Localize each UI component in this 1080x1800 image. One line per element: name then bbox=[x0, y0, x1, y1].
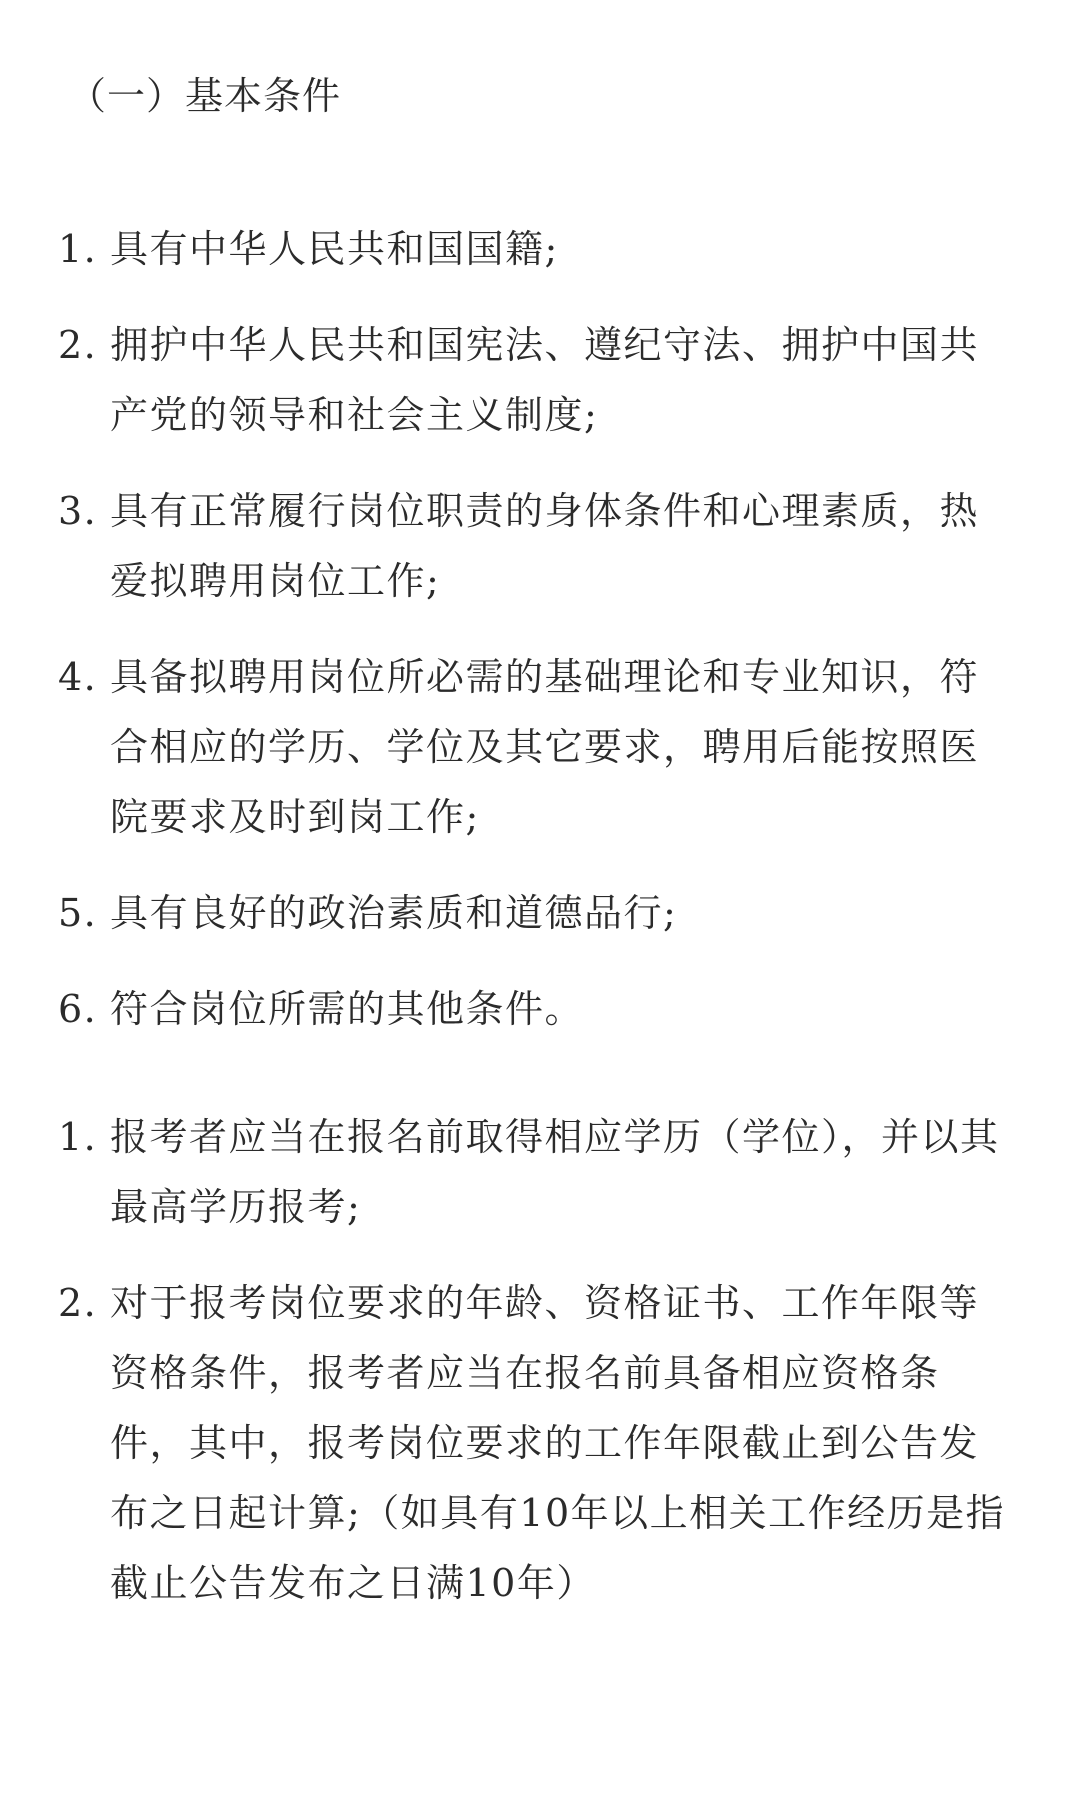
section-heading: （一）基本条件 bbox=[68, 74, 342, 118]
item-number: 2. bbox=[58, 323, 98, 367]
list-item bbox=[58, 878, 1018, 948]
item-number: 1. bbox=[58, 1115, 98, 1159]
item-number: 3. bbox=[58, 489, 98, 533]
item-text: 报考者应当在报名前取得相应学历（学位），并以其最高学历报考; bbox=[110, 1115, 1000, 1229]
notes-list bbox=[58, 1102, 1018, 1644]
item-number: 4. bbox=[58, 655, 98, 699]
basic-conditions-list bbox=[58, 214, 1018, 1070]
item-text: 具有良好的政治素质和道德品行; bbox=[110, 891, 678, 935]
item-text: 具有中华人民共和国国籍; bbox=[110, 227, 559, 271]
item-text: 拥护中华人民共和国宪法、遵纪守法、拥护中国共产党的领导和社会主义制度; bbox=[110, 323, 980, 437]
item-number: 1. bbox=[58, 227, 98, 271]
item-text: 符合岗位所需的其他条件。 bbox=[110, 987, 585, 1031]
item-text: 具有正常履行岗位职责的身体条件和心理素质，热爱拟聘用岗位工作; bbox=[110, 489, 980, 603]
list-item bbox=[58, 310, 1018, 450]
item-number: 5. bbox=[58, 891, 98, 935]
list-item bbox=[58, 214, 1018, 284]
list-item bbox=[58, 1102, 1018, 1242]
item-number: 6. bbox=[58, 987, 98, 1031]
list-item bbox=[58, 974, 1018, 1044]
list-item bbox=[58, 642, 1018, 852]
item-text: 具备拟聘用岗位所必需的基础理论和专业知识，符合相应的学历、学位及其它要求，聘用后能按照医院要求及时到岗工作; bbox=[110, 655, 980, 839]
list-item bbox=[58, 476, 1018, 616]
list-item bbox=[58, 1268, 1018, 1618]
item-number: 2. bbox=[58, 1281, 98, 1325]
item-text: 对于报考岗位要求的年龄、资格证书、工作年限等资格条件，报考者应当在报名前具备相应资格条件，其中，报考岗位要求的工作年限截止到公告发布之日起计算;（如具有10年以上相关工作经历是指截止公告发布之日满10年） bbox=[110, 1281, 1006, 1605]
